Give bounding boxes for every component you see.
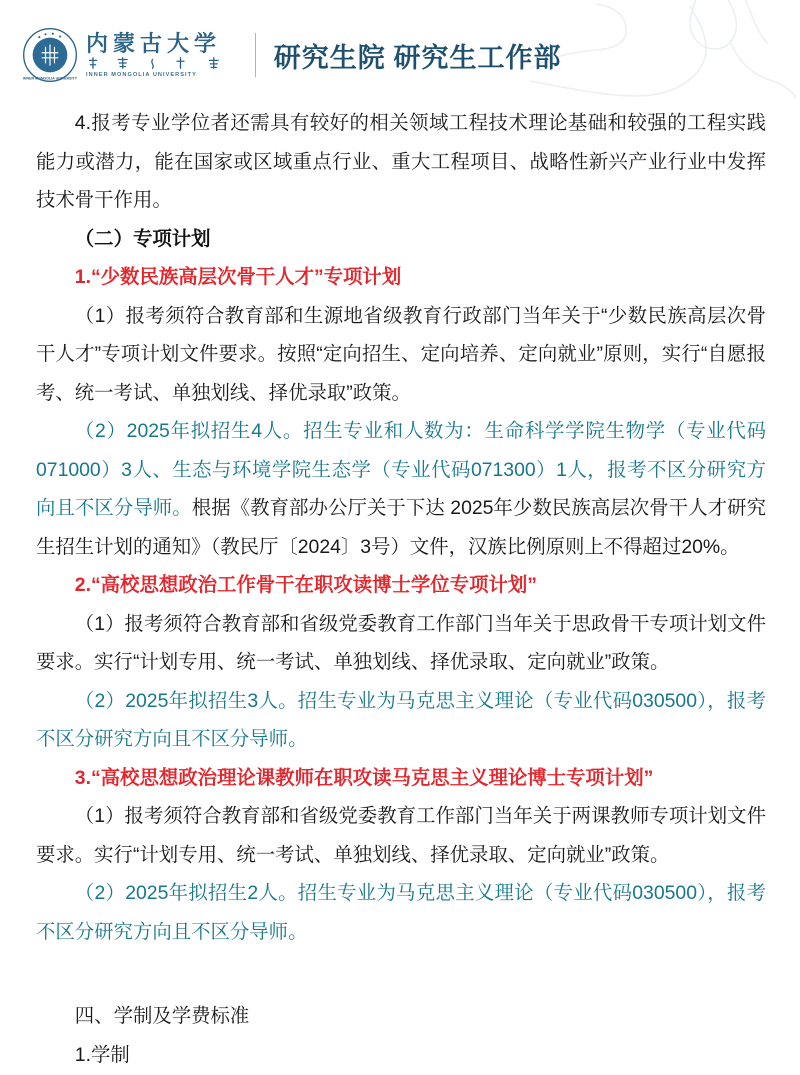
page-header: [0, 0, 800, 98]
svg-text:INNER MONGOLIA UNIVERSITY: INNER MONGOLIA UNIVERSITY: [22, 76, 78, 81]
plan-2-item-2: （2）2025年拟招生3人。招生专业为马克思主义理论（专业代码030500），报考不区分研究方向且不区分导师。: [36, 689, 766, 750]
header-vertical-divider: [255, 33, 256, 77]
plan-1-item-2-black-run: 根据《教育部办公厅关于下达 2025年少数民族高层次骨干人才研究生招生计划的通知》（教民厅〔2024〕3号）文件，汉族比例原则上不得超过20%。: [36, 497, 766, 558]
plan-2-item-1: （1）报考须符合教育部和省级党委教育工作部门当年关于思政骨干专项计划文件要求。实行“计划专用、统一考试、单独划线、择优录取、定向就业”政策。: [36, 612, 766, 673]
heading-section-four: 四、学制及学费标准: [74, 1005, 250, 1027]
plan-1-item-2: [36, 412, 766, 566]
plan-3-item-2: （2）2025年拟招生2人。招生专业为马克思主义理论（专业代码030500），报考不区分研究方向且不区分导师。: [36, 882, 766, 943]
header-brand-group: [22, 26, 562, 84]
document-body: [0, 98, 800, 1074]
university-emblem-icon: [22, 27, 78, 83]
heading-plan-2: 2.“高校思想政治工作骨干在职攻读博士学位专项计划”: [74, 574, 537, 596]
paragraph-item-4: 4.报考专业学位者还需具有较好的相关领域工程技术理论基础和较强的工程实践能力或潜力，能在国家或区域重点行业、重大工程项目、战略性新兴产业行业中发挥技术骨干作用。: [36, 112, 766, 211]
heading-plan-3: 3.“高校思想政治理论课教师在职攻读马克思主义理论博士专项计划”: [74, 766, 654, 789]
plan-1-item-1: （1）报考须符合教育部和生源地省级教育行政部门当年关于“少数民族高层次骨干人才”专项计划文件要求。按照“定向招生、定向培养、定向就业”原则，实行“自愿报考、统一考试、单独划线、择优录取”政策。: [36, 304, 766, 404]
header-title: 研究生院 研究生工作部: [273, 42, 562, 73]
university-name-cn: 内蒙古大学: [86, 30, 222, 56]
plan-1-item-2-teal-run: （2）2025年拟招生4人。招生专业和人数为：生命科学学院生物学（专业代码071000）3人、生态与环境学院生态学（专业代码071300）1人，报考不区分研究方向且不区分导师。: [36, 420, 766, 519]
decorative-swirl-graphic: [530, 0, 800, 98]
university-wordmark: [86, 27, 235, 83]
heading-plan-1: 1.“少数民族高层次骨干人才”专项计划: [74, 266, 402, 288]
heading-section-two: （二）专项计划: [74, 227, 211, 250]
mongolian-script-glyphs: [86, 56, 235, 70]
section-spacer: [36, 951, 766, 997]
university-name-en: INNER MONGOLIA UNIVERSITY: [86, 72, 197, 79]
section-four-item-1: 1.学制: [74, 1043, 130, 1066]
plan-3-item-1: （1）报考须符合教育部和省级党委教育工作部门当年关于两课教师专项计划文件要求。实行“计划专用、统一考试、单独划线、择优录取、定向就业”政策。: [36, 805, 766, 866]
